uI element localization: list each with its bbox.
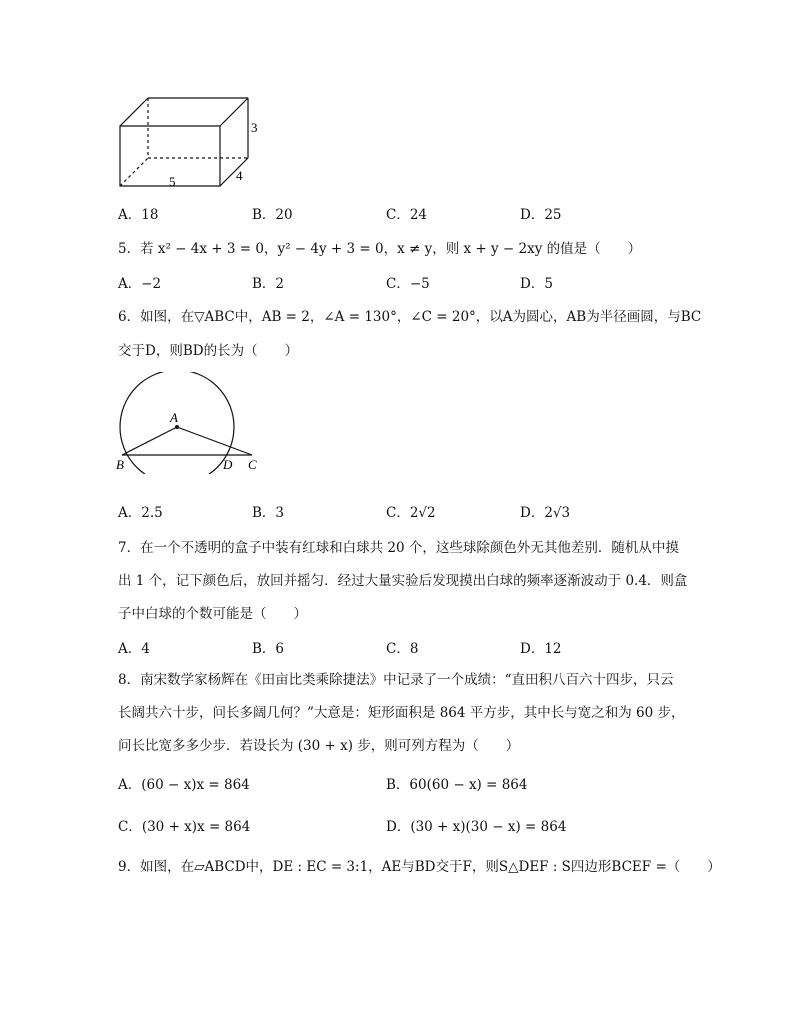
q6-option-a: A．2.5: [118, 505, 163, 521]
cuboid-label-height: 3: [251, 120, 258, 135]
q8-option-a: A．(60 − x)x = 864: [118, 777, 250, 793]
q6-option-b: B．3: [252, 505, 285, 521]
label-b: B: [116, 457, 124, 472]
q5-option-a: A．−2: [118, 276, 162, 292]
q7-option-d: D．12: [520, 641, 562, 657]
q5-option-c: C．−5: [386, 276, 430, 292]
q4-option-d: D．25: [520, 207, 562, 223]
label-d: D: [223, 457, 233, 472]
segment-ac: [177, 427, 252, 455]
q6-stem-line2: 交于D，则BD的长为（ ）: [118, 343, 299, 359]
q6-stem-line1: 6．如图，在▽ABC中，AB = 2，∠A = 130°，∠C = 20°，以A为圆心，AB为半径画圆，与BC: [118, 309, 702, 325]
q9-stem: 9．如图，在▱ABCD中，DE : EC = 3:1，AE与BD交于F，则S△DEF : S四边形BCEF =（ ）: [118, 859, 721, 875]
q7-stem-line2: 出 1 个，记下颜色后，放回并摇匀．经过大量实验后发现摸出白球的频率逐渐波动于 0.4．则盒: [118, 573, 688, 589]
cuboid-figure: [112, 92, 262, 194]
q6-option-d: D．2√3: [520, 505, 571, 521]
q4-option-b: B．20: [252, 207, 293, 223]
q4-option-a: A．18: [118, 207, 159, 223]
label-c: C: [248, 457, 257, 472]
circle-figure: [112, 372, 272, 474]
q5-option-d: D．5: [520, 276, 553, 292]
q5-stem: 5．若 x² − 4x + 3 = 0，y² − 4y + 3 = 0，x ≠ y，则 x + y − 2xy 的值是（ ）: [118, 241, 642, 257]
segment-ab: [122, 427, 177, 455]
label-a: A: [170, 410, 178, 425]
q4-option-c: C．24: [386, 207, 428, 223]
q8-option-c: C．(30 + x)x = 864: [118, 819, 251, 835]
point-a: [175, 425, 179, 429]
q7-option-a: A．4: [118, 641, 150, 657]
q8-stem-line3: 问长比宽多多少步．若设长为 (30 + x) 步，则可列方程为（ ）: [118, 738, 520, 754]
q8-option-b: B．60(60 − x) = 864: [386, 777, 528, 793]
q8-option-d: D．(30 + x)(30 − x) = 864: [386, 819, 567, 835]
q5-option-b: B．2: [252, 276, 285, 292]
q7-stem-line3: 子中白球的个数可能是（ ）: [118, 606, 307, 622]
cuboid-label-depth: 4: [236, 168, 243, 183]
q7-option-c: C．8: [386, 641, 419, 657]
q7-option-b: B．6: [252, 641, 285, 657]
q8-stem-line2: 长阔共六十步，问长多阔几何？”大意是：矩形面积是 864 平方步，其中长与宽之和为 60 步，: [118, 705, 685, 721]
cuboid-label-length: 5: [169, 174, 176, 189]
q6-option-c: C．2√2: [386, 505, 436, 521]
q8-stem-line1: 8．南宋数学家杨辉在《田亩比类乘除捷法》中记录了一个成绩：“直田积八百六十四步，只云: [118, 672, 674, 688]
q7-stem-line1: 7．在一个不透明的盒子中装有红球和白球共 20 个，这些球除颜色外无其他差别．随机从中摸: [118, 540, 679, 556]
